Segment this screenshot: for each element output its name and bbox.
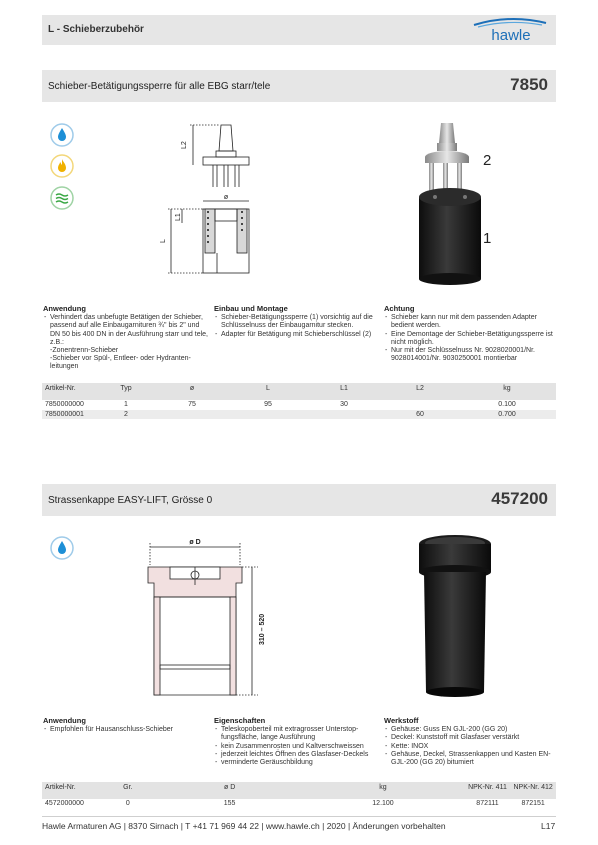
product-number: 457200 — [491, 489, 548, 508]
section-heading: Anwendung — [43, 304, 86, 313]
section-heading: Anwendung — [43, 716, 86, 725]
page-number: L17 — [541, 821, 556, 831]
table-header: NPK-Nr. 412 — [510, 782, 556, 799]
section-einbau — [214, 305, 379, 339]
table-header: L — [230, 383, 306, 400]
list-item: - Eine Demontage der Schieber-Betätigungssperre ist nicht möglich. — [384, 331, 554, 347]
table-row: 7850000001 2 60 0.700 — [42, 410, 556, 420]
header-bar — [42, 15, 556, 45]
label-height: 310 – 520 — [259, 613, 266, 645]
table-header: NPK-Nr. 411 — [465, 782, 511, 799]
label-l: L — [160, 239, 167, 243]
label-d: ø D — [189, 539, 201, 546]
section-heading: Eigenschaften — [214, 716, 266, 725]
product-title: Strassenkappe EASY-LIFT, Grösse 0 — [48, 495, 213, 506]
table-header: L1 — [306, 383, 382, 400]
table-row: 4572000000 0 155 12.100 872111 872151 — [42, 799, 556, 809]
list-item: - Verhindert das unbefugte Betätigen der Schieber, passend auf alle Einbaugarnituren ¾" bis 2" und DN 50 bis 400 DN in der Ausführung starr und tele, z.B.: — [43, 314, 208, 347]
table-header: kg — [458, 383, 556, 400]
footer-divider — [42, 816, 556, 817]
logo-text: hawle — [491, 27, 531, 44]
list-item: - Empfohlen für Hausanschluss-Schieber — [43, 726, 208, 734]
product-number: 7850 — [510, 75, 548, 94]
section-heading: Achtung — [384, 304, 415, 313]
table-header: kg — [301, 782, 464, 799]
water-drop-icon — [50, 536, 74, 560]
list-item: - Deckel: Kunststoff mit Glasfaser verstärkt — [384, 734, 554, 742]
list-item: - Kette: INOX — [384, 743, 554, 751]
table-header: Typ — [98, 383, 154, 400]
section-eigenschaften — [214, 717, 379, 767]
product-photo-457200 — [410, 530, 500, 700]
list-item: - Schieber kann nur mit dem passenden Adapter bedient werden. — [384, 314, 554, 330]
table-header: L2 — [382, 383, 458, 400]
label-dia: ø — [223, 194, 229, 201]
list-item: - Gehäuse, Deckel, Strassenkappen und Kasten EN-GJL-200 (GG 20) bitumiert — [384, 751, 554, 767]
list-item: - verminderte Geräuschbildung — [214, 759, 379, 767]
article-table-457200 — [42, 782, 556, 809]
list-item: - kein Zusammenrosten und Kaltverschweissen — [214, 743, 379, 751]
label-l2: L2 — [181, 141, 188, 149]
water-drop-icon — [50, 123, 74, 147]
list-item: -Zonentrenn-Schieber — [50, 347, 119, 355]
section-heading: Werkstoff — [384, 716, 419, 725]
table-header: Artikel-Nr. — [42, 383, 98, 400]
footer-text: Hawle Armaturen AG | 8370 Sirnach | T +41 71 969 44 22 | www.hawle.ch | 2020 | Änderungen vorbehalten — [42, 821, 446, 831]
list-item: - Nur mit der Schlüsselnuss Nr. 9028020001/Nr. 9028014001/Nr. 9030250001 montierbar — [384, 347, 554, 363]
label-l1: L1 — [175, 213, 182, 221]
photo-label-1: 1 — [483, 230, 492, 247]
table-row: 7850000000 1 75 95 30 0.100 — [42, 400, 556, 410]
section-werkstoff — [384, 717, 554, 767]
section-anwendung — [43, 305, 208, 372]
flame-icon — [50, 154, 74, 178]
wave-icon — [50, 186, 74, 210]
list-item: - jederzeit leichtes Öffnen des Glasfaser-Deckels — [214, 751, 379, 759]
section-anwendung-2 — [43, 717, 208, 734]
section-title: L - Schieberzubehör — [48, 24, 144, 35]
list-item: - Adapter für Betätigung mit Schieberschlüssel (2) — [214, 331, 379, 339]
table-header: ø D — [158, 782, 301, 799]
product-header-457200 — [42, 484, 556, 516]
product-drawing-7850 — [155, 113, 265, 278]
product-photo-7850 — [405, 113, 515, 293]
table-header: Artikel-Nr. — [42, 782, 98, 799]
photo-label-2: 2 — [483, 152, 492, 169]
product-title: Schieber-Betätigungssperre für alle EBG starr/tele — [48, 81, 271, 92]
list-item: -Schieber vor Spül-, Entleer- oder Hydranten-leitungen — [50, 355, 191, 371]
section-achtung — [384, 305, 554, 363]
list-item: - Schieber-Betätigungssperre (1) vorsichtig auf die Schlüsselnuss der Einbaugarnitur stecken. — [214, 314, 379, 330]
article-table-7850 — [42, 383, 556, 419]
section-heading: Einbau und Montage — [214, 304, 288, 313]
product-drawing-457200 — [140, 535, 270, 705]
table-header: ø — [154, 383, 230, 400]
hawle-logo — [470, 16, 552, 44]
product-header-7850 — [42, 70, 556, 102]
table-header: Gr. — [98, 782, 158, 799]
list-item: - Teleskopoberteil mit extragrosser Unterstop-fungsfläche, lange Ausführung — [214, 726, 379, 742]
list-item: - Gehäuse: Guss EN GJL-200 (GG 20) — [384, 726, 554, 734]
